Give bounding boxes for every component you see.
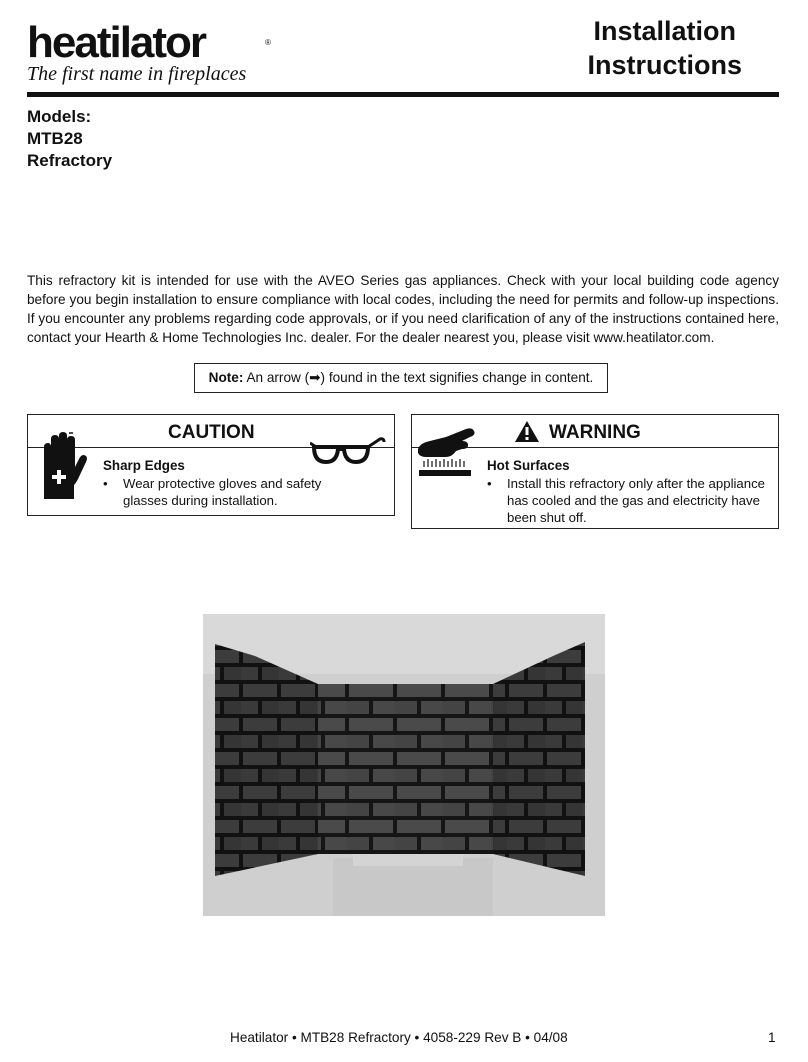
warning-subheading: Hot Surfaces — [487, 458, 570, 473]
models-label: Models: — [27, 107, 92, 126]
warning-triangle-icon — [514, 420, 540, 443]
title-line-1: Installation — [593, 16, 736, 46]
note-box — [194, 363, 608, 393]
bullet-dot: • — [103, 476, 108, 491]
warning-bullet — [487, 475, 773, 526]
hot-surface-hand-icon — [416, 427, 480, 481]
intro-paragraph: This refractory kit is intended for use with the AVEO Series gas appliances. Check with your local building code agency before you begin installation to ensure compliance with local codes, including the need for permits and follow-up inspections. If you encounter any problems regarding code approvals, or if you need clarification of any of the instructions contained here, contact your Hearth & Home Technologies Inc. dealer. For the dealer nearest you, please visit www.heatilator.com. — [27, 273, 779, 345]
model-number: MTB28 — [27, 129, 83, 148]
note-text-after: ) found in the text signifies change in content. — [320, 370, 594, 385]
registered-mark: ® — [265, 38, 271, 47]
refractory-photo — [203, 614, 605, 916]
warning-box — [411, 414, 779, 529]
caution-subheading: Sharp Edges — [103, 458, 185, 473]
logo-wordmark: heatilator — [27, 18, 206, 67]
models-block — [27, 106, 112, 172]
document-title — [587, 14, 742, 82]
safety-glasses-icon — [310, 435, 386, 465]
logo-tagline: The first name in fireplaces — [27, 63, 247, 85]
caution-bullet — [103, 475, 347, 509]
arrow-icon: ➡ — [309, 370, 321, 385]
note-label: Note: — [208, 370, 244, 385]
glove-icon — [38, 431, 90, 501]
caution-box — [27, 414, 395, 516]
title-line-2: Instructions — [587, 50, 742, 80]
header-rule — [27, 92, 779, 97]
footer-text: Heatilator • MTB28 Refractory • 4058-229 Rev B • 04/08 — [230, 1030, 568, 1045]
warning-heading: WARNING — [549, 422, 641, 443]
warning-bullet-text: Install this refractory only after the appliance has cooled and the gas and electricity have been shut off. — [507, 476, 766, 525]
page-number: 1 — [768, 1030, 776, 1045]
product-name: Refractory — [27, 151, 113, 170]
caution-heading: CAUTION — [168, 422, 255, 443]
note-text-before: An arrow ( — [246, 370, 310, 385]
bullet-dot: • — [487, 476, 492, 491]
heatilator-logo — [27, 18, 277, 88]
caution-bullet-text: Wear protective gloves and safety glasses during installation. — [123, 476, 322, 508]
